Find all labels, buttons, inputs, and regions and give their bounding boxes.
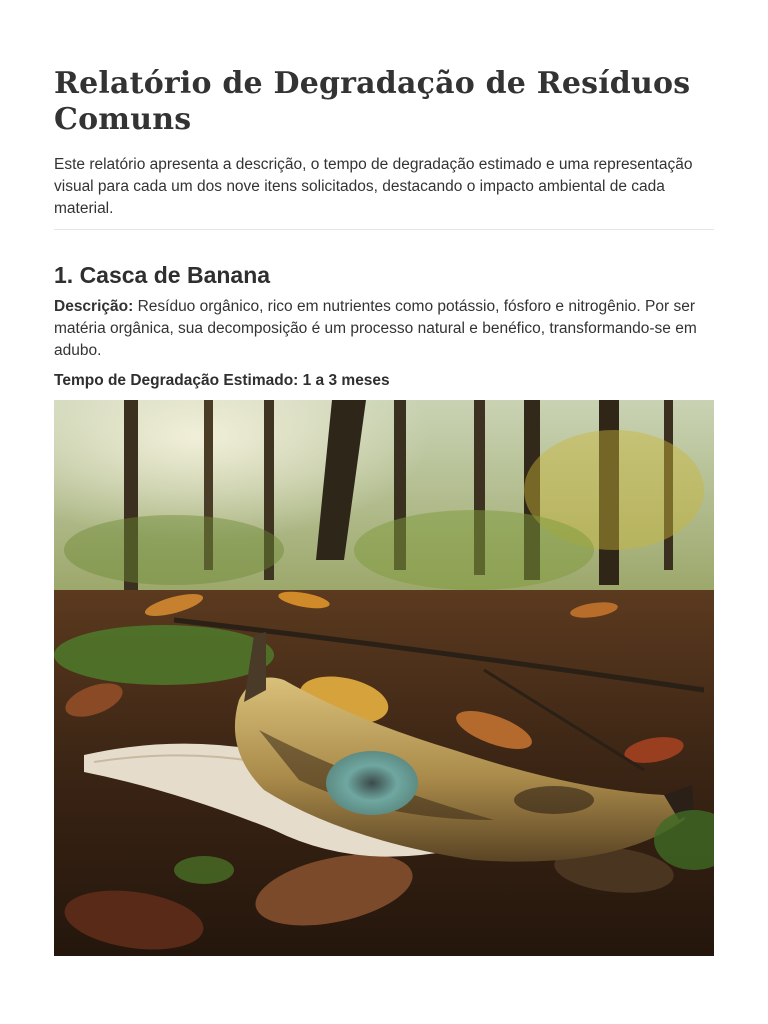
- document-body: [54, 66, 714, 392]
- degradation-time: Tempo de Degradação Estimado: 1 a 3 meses: [54, 372, 390, 389]
- document-title: Relatório de Degradação de Resíduos Comuns: [54, 66, 691, 137]
- divider: [54, 229, 714, 230]
- section-heading-banana: 1. Casca de Banana: [54, 262, 271, 288]
- section-description: [54, 296, 714, 362]
- description-label: Descrição:: [54, 298, 134, 315]
- intro-paragraph: Este relatório apresenta a descrição, o tempo de degradação estimado e uma representação visual para cada um dos nove itens solicitados, destacando o impacto ambiental de cada material.: [54, 156, 693, 217]
- banana-peel-photo: [54, 400, 714, 956]
- description-text: Resíduo orgânico, rico em nutrientes como potássio, fósforo e nitrogênio. Por ser matéria orgânica, sua decomposição é um processo natural e benéfico, transformando-se em adubo.: [54, 298, 697, 359]
